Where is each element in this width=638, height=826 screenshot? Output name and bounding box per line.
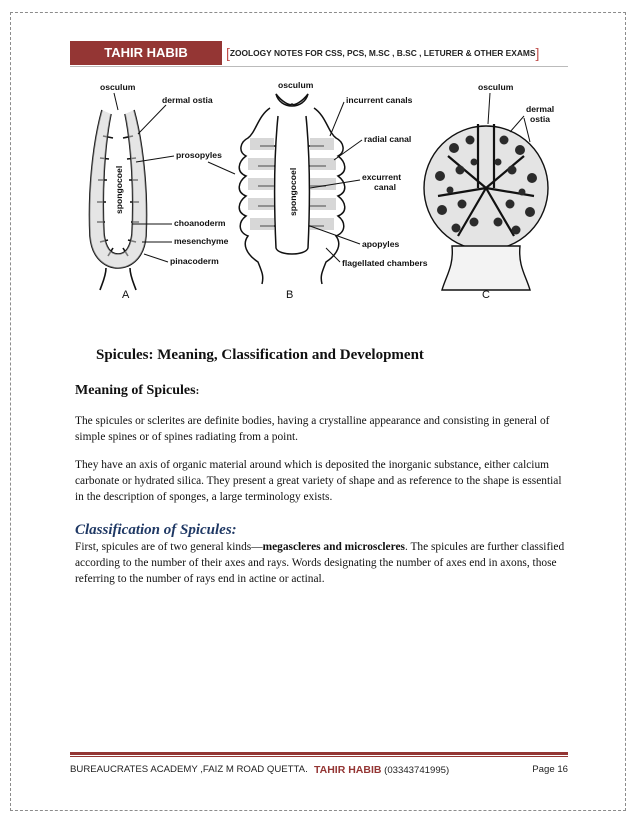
header-subtitle-text: ZOOLOGY NOTES FOR CSS, PCS, M.SC , B.SC , LETURER & OTHER EXAMS [229,48,536,58]
label-pinacoderm: pinacoderm [170,256,219,266]
footer-author-name: TAHIR HABIB [314,764,382,776]
label-spongocoel-a: spongocoel [114,165,124,214]
sponge-canal-system-figure [78,76,568,304]
term-megascleres: megascleres [262,541,321,553]
header-bracket-close: ] [535,45,540,61]
meaning-heading-colon: : [195,385,200,397]
label-spongocoel-b: spongocoel [288,167,298,216]
label-osculum-b: osculum [278,80,314,90]
header-bracket-open: [ [226,45,230,61]
label-choanoderm: choanoderm [174,218,226,228]
footer-rule-thin [70,756,568,757]
label-dermal-c1: dermal [526,104,555,114]
classification-heading: Classification of Spicules: [75,522,237,538]
label-osculum-c: osculum [478,82,514,92]
footer-rule-thick [70,752,568,755]
label-incurrent-canals: incurrent canals [346,95,413,105]
label-prosopyles: prosopyles [176,150,222,160]
page-header [70,41,568,67]
label-radial-canal: radial canal [364,134,412,144]
footer-page-number: Page 16 [532,764,568,775]
para3-start: First, spicules are of two general kinds— [75,541,263,553]
label-apopyles: apopyles [362,239,400,249]
meaning-heading [75,383,199,399]
para3-rest: . The spicules are further classified according to the number of their axes and rays. Words designating the number of axes end in axons, those referring to the number of rays end in actine or actinal. [75,541,565,585]
label-letter-c: C [482,289,490,301]
page-footer [70,762,568,778]
label-excurrent-1: excurrent [362,172,402,182]
article-title: Spicules: Meaning, Classification and Development [96,347,424,363]
paragraph-meaning-1: The spicules or sclerites are definite bodies, having a crystalline appearance and consisting in general of simple spines or of spines radiating from a point. [75,415,550,443]
paragraph-meaning-2: They have an axis of organic material around which is deposited the inorganic substance, either calcium carbonate or hydrated silica. They present a great variety of shape and as reference to the shape is essential in the description of sponges, a large terminology exists. [75,459,562,503]
footer-academy: BUREAUCRATES ACADEMY ,FAIZ M ROAD QUETTA. [70,764,308,775]
meaning-heading-text: Meaning of Spicules [75,383,196,398]
label-letter-a: A [122,289,130,301]
term-microscleres: microscleres [344,541,405,553]
header-subtitle [226,45,539,61]
label-dermal-c2: ostia [530,114,551,124]
term-and: and [320,541,345,553]
label-mesenchyme: mesenchyme [174,236,229,246]
header-author-name: TAHIR HABIB [70,41,222,65]
label-dermal-ostia-a: dermal ostia [162,95,213,105]
label-excurrent-2: canal [374,182,396,192]
paragraph-classification [75,540,567,587]
footer-phone: (03343741995) [381,765,450,776]
footer-author [314,762,449,779]
label-osculum-a: osculum [100,82,136,92]
label-letter-b: B [286,289,294,301]
label-flagellated-chambers: flagellated chambers [342,258,428,268]
header-rule [70,66,568,67]
